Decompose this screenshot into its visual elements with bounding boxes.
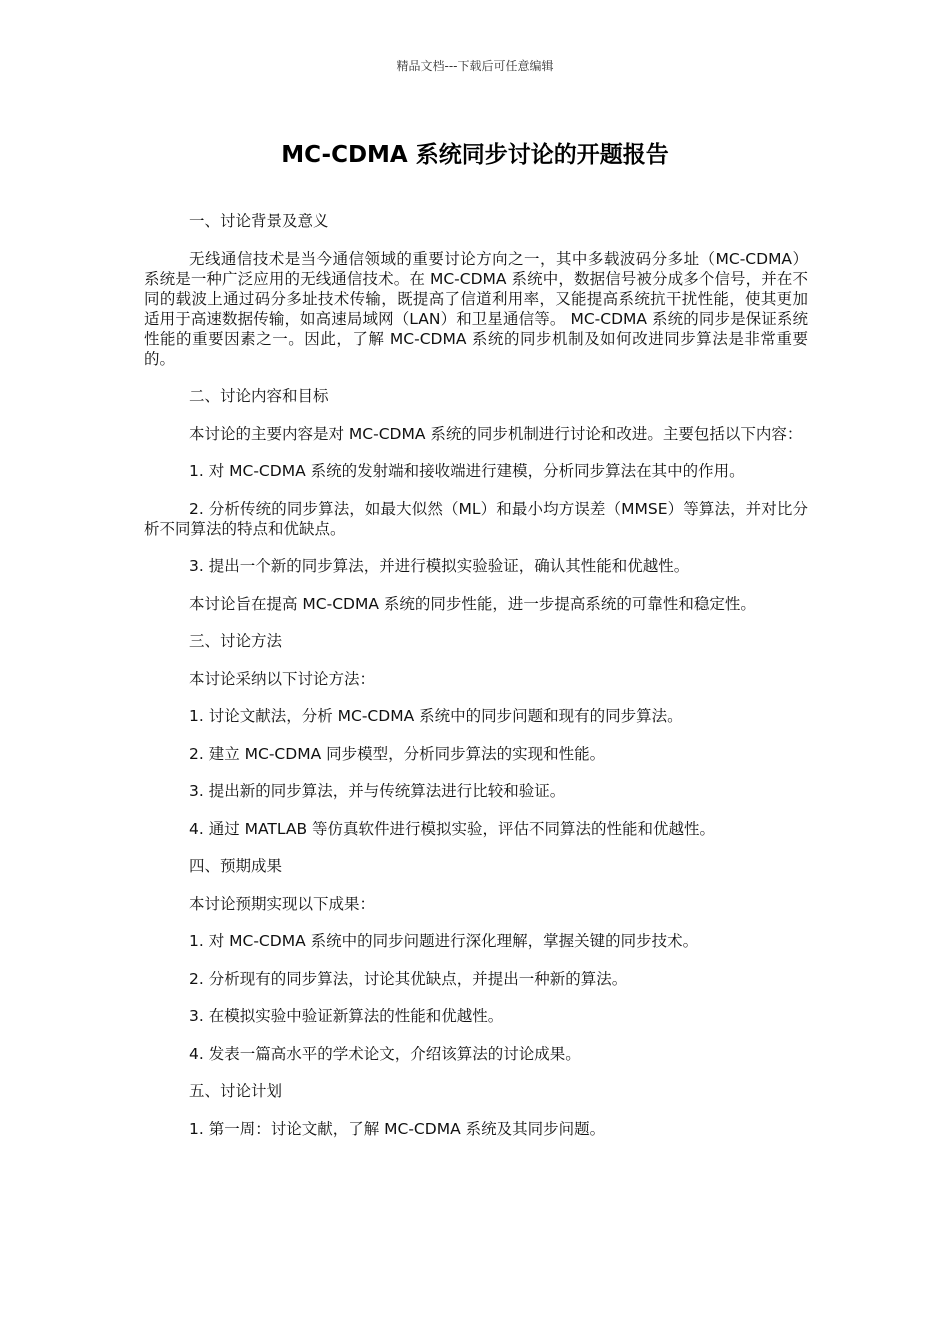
header-note: 精品文档---下载后可任意编辑 xyxy=(396,59,554,73)
list-item-method-3: 3. 提出新的同步算法，并与传统算法进行比较和验证。 xyxy=(189,782,566,800)
list-item-outcome-3: 3. 在模拟实验中验证新算法的性能和优越性。 xyxy=(189,1007,504,1025)
list-item-method-1: 1. 讨论文献法，分析 MC-CDMA 系统中的同步问题和现有的同步算法。 xyxy=(189,707,683,725)
list-item-content-2: 2. 分析传统的同步算法，如最大似然（ML）和最小均方误差（MMSE）等算法，并对比分析不同算法的特点和优缺点。 xyxy=(144,499,808,538)
list-item-plan-1: 1. 第一周：讨论文献，了解 MC-CDMA 系统及其同步问题。 xyxy=(189,1119,606,1138)
section-heading-outcomes: 四、预期成果 xyxy=(189,857,283,875)
paragraph-methods-intro: 本讨论采纳以下讨论方法： xyxy=(189,669,376,688)
paragraph-outcomes-intro: 本讨论预期实现以下成果： xyxy=(189,894,376,913)
list-item-method-4: 4. 通过 MATLAB 等仿真软件进行模拟实验，评估不同算法的性能和优越性。 xyxy=(189,819,716,838)
list-item-content-1: 1. 对 MC-CDMA 系统的发射端和接收端进行建模，分析同步算法在其中的作用。 xyxy=(189,462,745,480)
list-item-method-2: 2. 建立 MC-CDMA 同步模型，分析同步算法的实现和性能。 xyxy=(189,744,606,763)
document-body xyxy=(144,211,808,1156)
section-heading-plan: 五、讨论计划 xyxy=(189,1082,283,1100)
list-item-content-3: 3. 提出一个新的同步算法，并进行模拟实验验证，确认其性能和优越性。 xyxy=(189,557,690,575)
paragraph-content-intro: 本讨论的主要内容是对 MC-CDMA 系统的同步机制进行讨论和改进。主要包括以下内容： xyxy=(189,424,803,443)
list-item-outcome-4: 4. 发表一篇高水平的学术论文，介绍该算法的讨论成果。 xyxy=(189,1044,581,1063)
list-item-outcome-2: 2. 分析现有的同步算法，讨论其优缺点，并提出一种新的算法。 xyxy=(189,969,628,988)
paragraph-content-aim: 本讨论旨在提高 MC-CDMA 系统的同步性能，进一步提高系统的可靠性和稳定性。 xyxy=(189,594,756,613)
document-title: MC-CDMA 系统同步讨论的开题报告 xyxy=(281,142,669,168)
section-heading-content-goals: 二、讨论内容和目标 xyxy=(189,387,329,405)
list-item-outcome-1: 1. 对 MC-CDMA 系统中的同步问题进行深化理解，掌握关键的同步技术。 xyxy=(189,932,699,950)
section-heading-methods: 三、讨论方法 xyxy=(189,632,283,650)
paragraph-background: 无线通信技术是当今通信领域的重要讨论方向之一，其中多载波码分多址（MC-CDMA）系统是一种广泛应用的无线通信技术。在 MC-CDMA 系统中，数据信号被分成多个信号，并在不同的载波上通过码分多址技术传输，既提高了信道利用率，又能提高系统抗干扰性能，使其更加适用于高速数据传输，如高速局域网（LAN）和卫星通信等。 MC-CDMA 系统的同步是保证系统性能的重要因素之一。因此，了解 MC-CDMA 系统的同步机制及如何改进同步算法是非常重要的。 xyxy=(144,249,808,368)
section-heading-background: 一、讨论背景及意义 xyxy=(189,212,329,230)
